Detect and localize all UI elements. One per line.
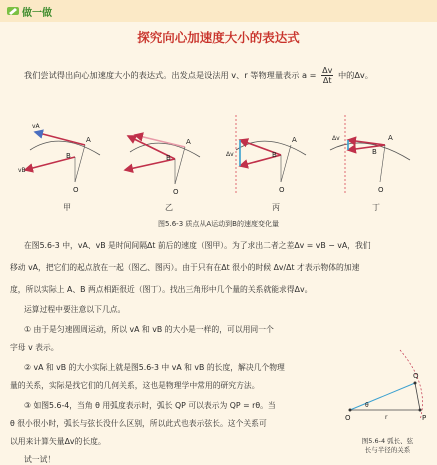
panel-jia	[18, 123, 100, 194]
svg-text:O: O	[279, 186, 285, 194]
body-line-7: ② vA 和 vB 的大小实际上就是图5.6-3 中 vA 和 vB 的长度，解决几个物理	[24, 363, 285, 372]
svg-text:vA: vA	[32, 123, 40, 130]
panel-label-yi: 乙	[165, 203, 173, 212]
svg-text:Δv: Δv	[332, 135, 340, 142]
intro-fraction	[321, 66, 333, 85]
body-line-4: 运算过程中要注意以下几点。	[24, 305, 126, 314]
body-line-5: ① 由于是匀速圆周运动，所以 vA 和 vB 的大小是一样的，可以用同一个	[24, 325, 274, 334]
svg-text:r: r	[385, 414, 388, 421]
svg-text:O: O	[345, 414, 351, 422]
panel-label-bing: 丙	[272, 203, 280, 212]
figure-caption: 图5.6-3 质点从A运动到B的速度变化量	[158, 220, 279, 228]
intro-text-before: 我们尝试得出向心加速度大小的表达式。出发点是设法用 v、r 等物理量表示 a =	[24, 70, 317, 80]
intro-text-after: 中的Δv。	[337, 70, 373, 80]
svg-text:O: O	[378, 186, 384, 194]
section-title: 探究向心加速度大小的表达式	[137, 30, 300, 45]
panel-yi	[125, 135, 200, 196]
svg-text:O: O	[173, 188, 179, 196]
side-caption-line-2: 长与半径的关系	[364, 446, 411, 454]
body-line-9: ③ 如图5.6-4，当角 θ 用弧度表示时，弧长 QP 可以表示为 QP = rθ。当	[24, 401, 276, 410]
svg-text:P: P	[422, 414, 427, 422]
body-line-12: 试一试！	[24, 455, 56, 464]
side-caption-line-1: 图5.6-4 弧长、弦	[361, 437, 414, 445]
svg-text:B: B	[66, 152, 71, 160]
body-line-10: θ 很小很小时，弧长与弦长没什么区别，所以此式也表示弦长。这个关系可	[10, 419, 267, 428]
panel-ding	[330, 115, 410, 195]
svg-text:A: A	[292, 136, 297, 144]
pencil-icon	[6, 4, 20, 18]
panel-label-ding: 丁	[372, 203, 380, 212]
intro-frac-num: Δv	[322, 66, 333, 75]
side-figure-caption	[345, 437, 430, 455]
intro-paragraph	[24, 66, 373, 85]
body-line-2: 移动 vA，把它们的起点放在一起（图乙、图丙）。由于只有在Δt 很小的时候 Δv/Δt 才表示物体的加速	[10, 263, 360, 272]
svg-text:A: A	[186, 138, 191, 146]
svg-text:Q: Q	[413, 372, 419, 380]
body-line-3: 度，所以实际上 A、B 两点相距很近（图丁）。找出三角形中几个量的关系就能求得Δv。	[10, 285, 313, 294]
body-line-1: 在图5.6-3 中，vA、vB 是时间间隔Δt 前后的速度（图甲）。为了求出二者之差Δv = vB − vA，我们	[24, 241, 371, 250]
svg-text:Δv: Δv	[226, 151, 234, 158]
panel-label-jia: 甲	[63, 203, 71, 212]
activity-tag-label: 做一做	[22, 7, 52, 19]
panel-bing	[226, 115, 306, 195]
header-band	[0, 0, 437, 22]
svg-text:A: A	[388, 134, 393, 142]
activity-tag	[6, 2, 56, 20]
body-line-11: 以用来计算矢量Δv的长度。	[10, 437, 106, 446]
svg-text:A: A	[86, 136, 91, 144]
svg-text:B: B	[372, 148, 377, 156]
svg-text:B: B	[166, 154, 171, 162]
svg-text:B: B	[272, 151, 277, 159]
svg-text:vB: vB	[18, 167, 26, 174]
svg-text:O: O	[73, 186, 79, 194]
intro-frac-den: Δt	[322, 76, 332, 85]
body-line-6: 字母 v 表示。	[10, 343, 59, 352]
body-line-8: 量的关系，实际是找它们的几何关系，这也是物理学中常用的研究方法。	[10, 381, 260, 390]
svg-text:θ: θ	[365, 402, 369, 409]
